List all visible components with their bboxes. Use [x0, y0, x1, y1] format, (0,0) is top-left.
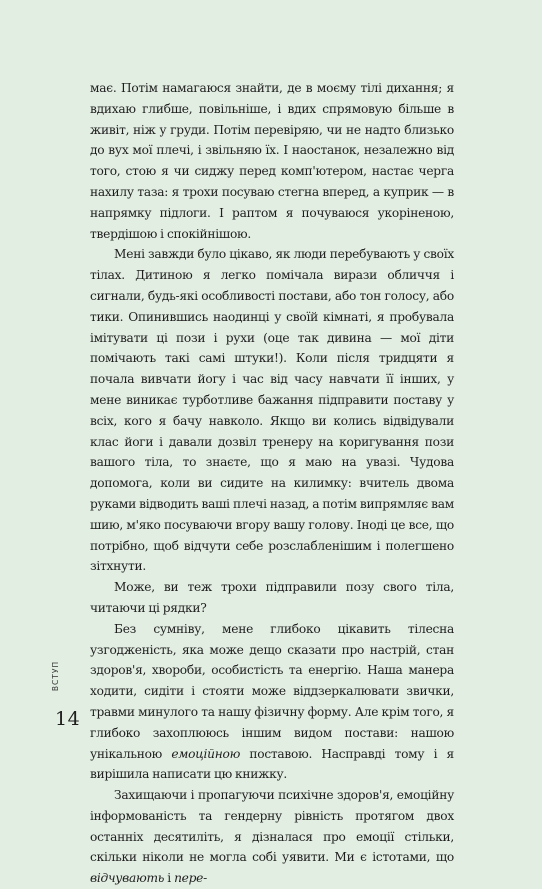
paragraph-4-text-after: поставою. Насправді тому і я вирішила написати цю книжку. [90, 746, 454, 782]
paragraph-4 [90, 619, 454, 785]
paragraph-5-emphasis: відчувають [90, 871, 165, 886]
running-head: ВСТУП [51, 660, 60, 692]
page-number: 14 [55, 708, 81, 730]
body-text [90, 78, 454, 889]
paragraph-3: Може, ви теж трохи підправили позу свого тіла, читаючи ці рядки? [90, 580, 454, 615]
paragraph-4-text-before: Без сумніву, мене глибоко цікавить тілесна узгодженість, яка може дещо сказати про настрій, стан здоров'я, хвороби, особистість та енергію. Наша манера ходити, сидіти і стояти може віддзеркалювати звички, травми минулого та нашу фізичну форму. Але крім того, я глибоко захоплююсь іншим видом постави: нашою унікальною [90, 621, 454, 761]
paragraph-1: має. Потім намагаюся знайти, де в моєму тілі дихання; я вдихаю глибше, повільніше, і вдих спрямовую більше в живіт, ніж у груди. Потім перевіряю, чи не надто близько до вух мої плечі, і звільняю їх. І наостанок, незалежно від того, стою я чи сиджу перед комп'ютером, настає черга нахилу таза: я трохи посуваю стегна вперед, а куприк — в напрямку підлоги. І раптом я почуваюся укоріненою, твердішою і спокійнішою. [90, 81, 454, 241]
paragraph-5-text-before: Захищаючи і пропагуючи психічне здоров'я, емоційну інформованість та гендерну рівність протягом двох останніх десятиліть, я дізналася про емоції стільки, скільки ніколи не могла собі уявити. Ми є істотами, що [90, 788, 454, 865]
paragraph-2: Мені завжди було цікаво, як люди перебувають у своїх тілах. Дитиною я легко помічала вирази обличчя і сигнали, будь-які особливості постави, або тон голосу, або тики. Опинившись наодинці у своїй кімнаті, я пробувала імітувати ці пози і рухи (оце так дивина — мої діти помічають такі самі штуки!). Коли після тридцяти я почала вивчати йогу і час від часу навчати її інших, у мене виникає турботливе бажання підправити поставу у всіх, кого я бачу навколо. Якщо ви колись відвідували клас йоги і давали дозвіл тренеру на коригування пози вашого тіла, то знаєте, що я маю на увазі. Чудова допомога, коли ви сидите на килимку: вчитель двома руками відводить ваші плечі назад, а потім випрямляє вам шию, м'яко посуваючи вгору вашу голову. Іноді це все, що потрібно, щоб відчути себе розслабленішим і полегшено зітхнути. [90, 247, 454, 574]
paragraph-4-emphasis: емоційною [171, 746, 241, 761]
paragraph-5-text-middle: і [164, 871, 175, 886]
paragraph-5 [90, 785, 454, 889]
paragraph-5-emphasis-2: пере- [174, 871, 208, 886]
